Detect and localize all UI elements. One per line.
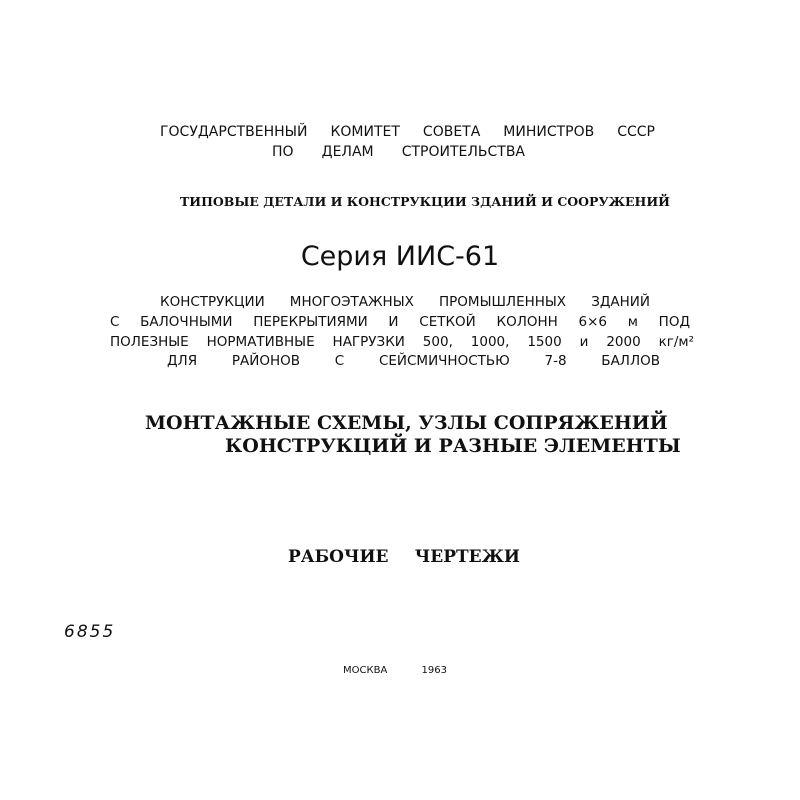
description-line-3: ПОЛЕЗНЫЕ НОРМАТИВНЫЕ НАГРУЗКИ 500, 1000, 1500 и 2000 кг/м² xyxy=(110,334,694,350)
description-line-4: ДЛЯ РАЙОНОВ С СЕЙСМИЧНОСТЬЮ 7-8 БАЛЛОВ xyxy=(167,353,660,369)
organization-line-2: ПО ДЕЛАМ СТРОИТЕЛЬСТВА xyxy=(272,144,525,160)
document-number: 6855 xyxy=(64,622,116,642)
description-line-2: С БАЛОЧНЫМИ ПЕРЕКРЫТИЯМИ И СЕТКОЙ КОЛОНН 6×6 м ПОД xyxy=(110,314,690,330)
series-title: Серия ИИС-61 xyxy=(300,241,500,272)
collection-title: ТИПОВЫЕ ДЕТАЛИ И КОНСТРУКЦИИ ЗДАНИЙ И СООРУЖЕНИЙ xyxy=(180,194,670,209)
imprint: МОСКВА 1963 xyxy=(343,665,447,676)
organization-line-1: ГОСУДАРСТВЕННЫЙ КОМИТЕТ СОВЕТА МИНИСТРОВ СССР xyxy=(160,124,655,140)
subtitle: РАБОЧИЕ ЧЕРТЕЖИ xyxy=(288,547,520,567)
main-title-line-1: МОНТАЖНЫЕ СХЕМЫ, УЗЛЫ СОПРЯЖЕНИЙ xyxy=(145,412,668,434)
description-line-1: КОНСТРУКЦИИ МНОГОЭТАЖНЫХ ПРОМЫШЛЕННЫХ ЗДАНИЙ xyxy=(160,294,650,310)
main-title-line-2: КОНСТРУКЦИЙ И РАЗНЫЕ ЭЛЕМЕНТЫ xyxy=(225,435,681,457)
